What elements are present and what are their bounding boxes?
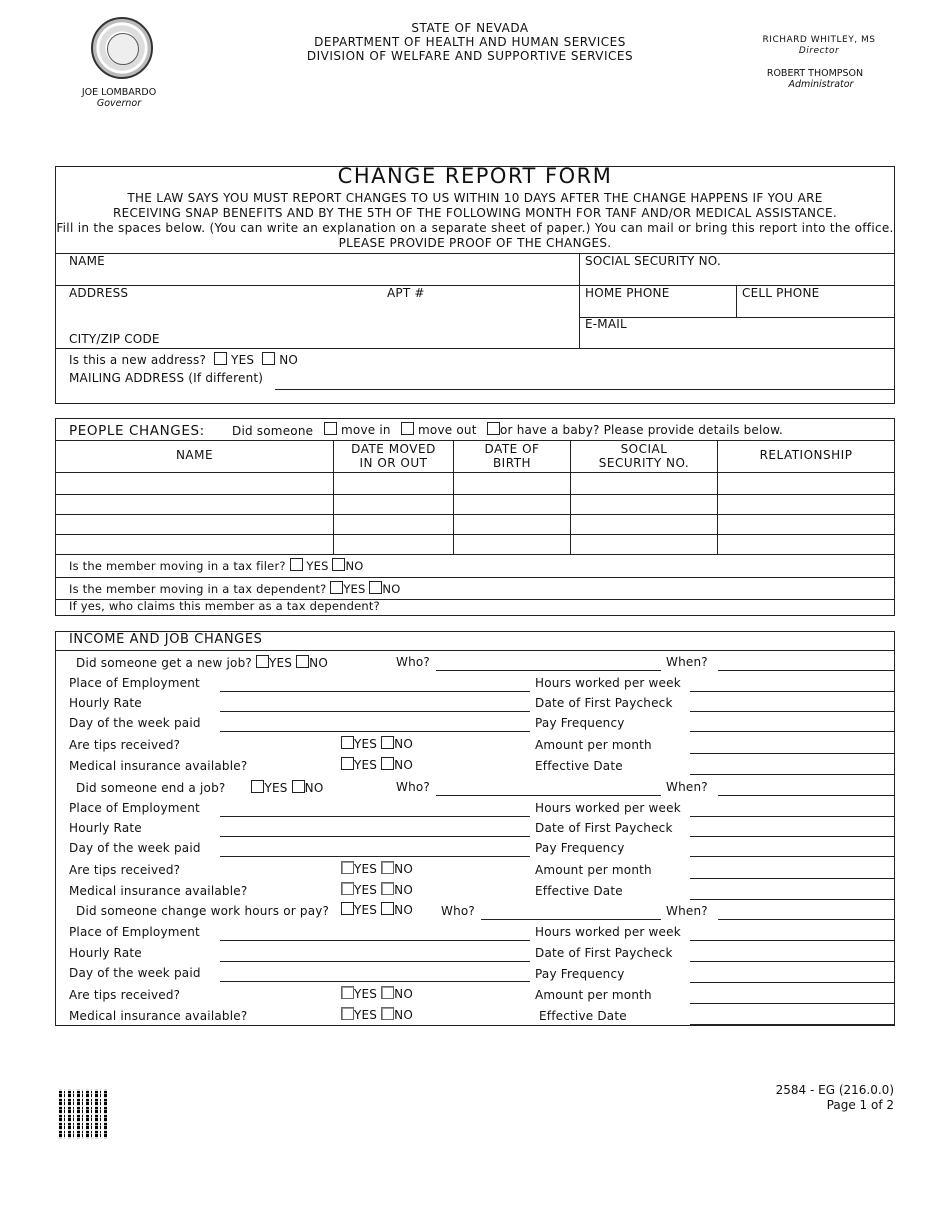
yes-label: YES	[354, 758, 378, 772]
medical-label-1: Medical insurance available?	[69, 759, 248, 773]
tax-dependent-no-checkbox[interactable]	[369, 581, 382, 594]
col-date-moved-header	[334, 442, 453, 470]
col-dob-line2: BIRTH	[492, 456, 532, 470]
ssn-field[interactable]: SOCIAL SECURITY NO.	[585, 254, 721, 268]
effective-line-2[interactable]	[690, 899, 894, 900]
col-dob-header	[454, 442, 570, 470]
tax-filer-label: Is the member moving in a tax filer?	[69, 559, 286, 573]
state-seal	[91, 17, 153, 79]
place-label-1: Place of Employment	[69, 676, 200, 690]
col-relationship-header: RELATIONSHIP	[759, 448, 853, 462]
change-hours-yes-checkbox[interactable]	[341, 902, 354, 915]
col-name-header: NAME	[175, 448, 214, 462]
tax-claims-question: If yes, who claims this member as a tax dependent?	[69, 599, 380, 613]
effective-line-1[interactable]	[690, 774, 894, 775]
division-name: DIVISION OF WELFARE AND SUPPORTIVE SERVICES	[306, 49, 634, 63]
administrator-block	[750, 68, 880, 90]
change-hours-who-label: Who?	[441, 904, 475, 918]
hours-label-2: Hours worked per week	[535, 801, 681, 815]
yes-label: YES	[354, 987, 378, 1001]
baby-checkbox[interactable]	[487, 422, 500, 435]
col-ssn-line2: SECURITY NO.	[598, 456, 690, 470]
end-job-who-label: Who?	[396, 780, 430, 794]
yes-label: YES	[354, 862, 378, 876]
move-out-checkbox[interactable]	[401, 422, 414, 435]
hours-line-1[interactable]	[690, 691, 894, 692]
mailing-address-line[interactable]	[275, 389, 894, 390]
home-phone-field[interactable]: HOME PHONE	[585, 286, 670, 300]
people-heading: PEOPLE CHANGES:	[69, 423, 205, 439]
medical-options-1	[341, 757, 413, 772]
instruction-line-3: Fill in the spaces below. (You can write an explanation on a separate sheet of paper.) You can mail or bring this report into the office.	[56, 221, 894, 235]
did-someone-label: Did someone	[232, 424, 314, 438]
no-label: NO	[382, 582, 401, 596]
medical-label-2: Medical insurance available?	[69, 884, 248, 898]
end-job-yes-checkbox[interactable]	[251, 780, 264, 793]
medical-options-3	[341, 1007, 413, 1022]
administrator-name: ROBERT THOMPSON	[766, 68, 864, 79]
yes-label: YES	[264, 781, 288, 795]
no-label: NO	[394, 1008, 413, 1022]
no-label: NO	[394, 737, 413, 751]
department-name: DEPARTMENT OF HEALTH AND HUMAN SERVICES	[314, 35, 626, 49]
new-job-no-checkbox[interactable]	[296, 655, 309, 668]
tips-yes-checkbox-1[interactable]	[341, 736, 354, 749]
place-line-2[interactable]	[220, 816, 530, 817]
governor-name: JOE LOMBARDO	[81, 87, 157, 98]
new-address-no-checkbox[interactable]	[262, 352, 275, 365]
first-check-label-2: Date of First Paycheck	[535, 821, 673, 835]
mailing-address-label: MAILING ADDRESS (If different)	[69, 371, 264, 385]
frequency-label-1: Pay Frequency	[535, 716, 625, 730]
tips-label-2: Are tips received?	[69, 863, 181, 877]
medical-yes-checkbox-1[interactable]	[341, 757, 354, 770]
director-title: Director	[798, 46, 840, 56]
director-block	[750, 35, 888, 57]
day-paid-label-2: Day of the week paid	[69, 841, 201, 855]
end-job-when-label: When?	[666, 780, 708, 794]
first-check-line-3[interactable]	[690, 961, 894, 962]
change-hours-when-line[interactable]	[718, 919, 894, 920]
form-footer	[700, 1083, 894, 1113]
change-hours-who-line[interactable]	[481, 919, 661, 920]
first-check-label-1: Date of First Paycheck	[535, 696, 673, 710]
no-label: NO	[394, 883, 413, 897]
day-paid-label-3: Day of the week paid	[69, 966, 201, 980]
no-label: NO	[345, 559, 364, 573]
move-in-label: move in	[341, 423, 391, 437]
end-job-who-line[interactable]	[436, 795, 661, 796]
address-field[interactable]: ADDRESS	[69, 286, 129, 300]
change-hours-when-label: When?	[666, 904, 708, 918]
yes-label: YES	[354, 737, 378, 751]
new-job-who-line[interactable]	[436, 670, 661, 671]
no-label: NO	[394, 987, 413, 1001]
new-address-yes-checkbox[interactable]	[214, 352, 227, 365]
form-title: CHANGE REPORT FORM	[337, 164, 613, 188]
medical-yes-checkbox-3[interactable]	[341, 1007, 354, 1020]
hourly-label-2: Hourly Rate	[69, 821, 142, 835]
tips-options-3	[341, 986, 413, 1001]
hourly-line-2[interactable]	[220, 836, 530, 837]
medical-yes-checkbox-2[interactable]	[341, 882, 354, 895]
no-label: NO	[309, 656, 328, 670]
people-table-rows[interactable]	[56, 473, 894, 554]
city-zip-field[interactable]: CITY/ZIP CODE	[69, 332, 160, 346]
hourly-label-1: Hourly Rate	[69, 696, 142, 710]
medical-no-checkbox-1[interactable]	[381, 757, 394, 770]
first-check-line-2[interactable]	[690, 836, 894, 837]
tax-filer-no-checkbox[interactable]	[332, 558, 345, 571]
instruction-line-2: RECEIVING SNAP BENEFITS AND BY THE 5TH OF THE FOLLOWING MONTH FOR TANF AND/OR MEDICAL ASSISTANCE.	[112, 206, 837, 220]
frequency-line-3[interactable]	[690, 982, 894, 983]
day-paid-line-3[interactable]	[220, 981, 530, 982]
move-out-label: move out	[418, 423, 477, 437]
no-label: NO	[279, 353, 299, 367]
barcode	[59, 1089, 109, 1139]
change-hours-no-checkbox[interactable]	[381, 902, 394, 915]
page-number: Page 1 of 2	[826, 1098, 894, 1112]
tax-dependent-yes-checkbox[interactable]	[330, 581, 343, 594]
form-instructions	[56, 191, 894, 251]
amount-line-1[interactable]	[690, 753, 894, 754]
place-label-3: Place of Employment	[69, 925, 200, 939]
baby-option	[487, 422, 783, 437]
tax-dependent-question	[69, 581, 400, 596]
frequency-label-2: Pay Frequency	[535, 841, 625, 855]
new-job-yes-checkbox[interactable]	[256, 655, 269, 668]
apt-field[interactable]: APT #	[387, 286, 425, 300]
governor-title: Governor	[96, 98, 142, 109]
amount-line-3[interactable]	[690, 1003, 894, 1004]
change-hours-question: Did someone change work hours or pay?	[76, 904, 330, 918]
no-label: NO	[394, 862, 413, 876]
hours-line-3[interactable]	[690, 940, 894, 941]
baby-label: or have a baby? Please provide details below.	[500, 423, 784, 437]
place-label-2: Place of Employment	[69, 801, 200, 815]
tips-yes-checkbox-3[interactable]	[341, 986, 354, 999]
col-ssn-line1: SOCIAL	[620, 442, 668, 456]
end-job-label: Did someone end a job?	[76, 781, 226, 795]
governor-block	[64, 87, 174, 109]
new-address-label: Is this a new address?	[69, 353, 207, 367]
frequency-line-2[interactable]	[690, 856, 894, 857]
hours-label-1: Hours worked per week	[535, 676, 681, 690]
hourly-line-3[interactable]	[220, 961, 530, 962]
tips-label-3: Are tips received?	[69, 988, 181, 1002]
move-out-option	[401, 422, 477, 437]
form-id: 2584 - EG (216.0.0)	[775, 1083, 894, 1097]
tips-yes-checkbox-2[interactable]	[341, 861, 354, 874]
place-line-1[interactable]	[220, 691, 530, 692]
instruction-line-4: PLEASE PROVIDE PROOF OF THE CHANGES.	[338, 236, 612, 250]
tax-filer-question	[69, 558, 364, 573]
col-ssn-header	[571, 442, 717, 470]
place-line-3[interactable]	[220, 940, 530, 941]
yes-label: YES	[231, 353, 255, 367]
medical-no-checkbox-2[interactable]	[381, 882, 394, 895]
tips-no-checkbox-1[interactable]	[381, 736, 394, 749]
amount-label-2: Amount per month	[535, 863, 652, 877]
new-job-when-label: When?	[666, 655, 708, 669]
hours-line-2[interactable]	[690, 816, 894, 817]
hourly-line-1[interactable]	[220, 711, 530, 712]
new-job-when-line[interactable]	[718, 670, 894, 671]
email-field[interactable]: E-MAIL	[585, 317, 627, 331]
hourly-label-3: Hourly Rate	[69, 946, 142, 960]
tips-options-1	[341, 736, 413, 751]
yes-label: YES	[354, 1008, 378, 1022]
change-hours-options	[341, 902, 413, 917]
effective-label-1: Effective Date	[535, 759, 623, 773]
tips-no-checkbox-2[interactable]	[381, 861, 394, 874]
no-label: NO	[394, 903, 413, 917]
no-label: NO	[304, 781, 324, 795]
first-check-line-1[interactable]	[690, 711, 894, 712]
tax-filer-yes-checkbox[interactable]	[290, 558, 303, 571]
yes-label: YES	[354, 883, 378, 897]
tips-options-2	[341, 861, 413, 876]
yes-label: YES	[354, 903, 378, 917]
col-date-moved-line2: IN OR OUT	[359, 456, 428, 470]
end-job-no-checkbox[interactable]	[292, 780, 305, 793]
medical-options-2	[341, 882, 413, 897]
tips-no-checkbox-3[interactable]	[381, 986, 394, 999]
state-name: STATE OF NEVADA	[411, 21, 529, 35]
amount-label-1: Amount per month	[535, 738, 652, 752]
day-paid-line-1[interactable]	[220, 731, 530, 732]
medical-label-3: Medical insurance available?	[69, 1009, 248, 1023]
instruction-line-1: THE LAW SAYS YOU MUST REPORT CHANGES TO US WITHIN 10 DAYS AFTER THE CHANGE HAPPENS IF YOU ARE	[127, 191, 823, 205]
cell-phone-field[interactable]: CELL PHONE	[742, 286, 820, 300]
frequency-label-3: Pay Frequency	[535, 967, 625, 981]
hours-label-3: Hours worked per week	[535, 925, 681, 939]
director-name: RICHARD WHITLEY, MS	[762, 35, 876, 45]
day-paid-line-2[interactable]	[220, 856, 530, 857]
col-date-moved-line1: DATE MOVED	[351, 442, 436, 456]
amount-label-3: Amount per month	[535, 988, 652, 1002]
first-check-label-3: Date of First Paycheck	[535, 946, 673, 960]
yes-label: YES	[306, 559, 329, 573]
move-in-checkbox[interactable]	[324, 422, 337, 435]
administrator-title: Administrator	[788, 79, 854, 90]
yes-label: YES	[343, 582, 366, 596]
effective-label-2: Effective Date	[535, 884, 623, 898]
day-paid-label-1: Day of the week paid	[69, 716, 201, 730]
frequency-line-1[interactable]	[690, 731, 894, 732]
name-field[interactable]: NAME	[69, 254, 105, 268]
new-address-question	[69, 352, 298, 367]
agency-heading	[260, 21, 680, 63]
effective-label-3: Effective Date	[539, 1009, 627, 1023]
col-dob-line1: DATE OF	[484, 442, 540, 456]
amount-line-2[interactable]	[690, 878, 894, 879]
end-job-question	[76, 780, 323, 795]
effective-line-3[interactable]	[690, 1024, 894, 1025]
income-heading: INCOME AND JOB CHANGES	[69, 632, 263, 647]
new-job-question	[76, 655, 328, 670]
new-job-label: Did someone get a new job?	[76, 656, 252, 670]
new-job-who-label: Who?	[396, 655, 430, 669]
end-job-when-line[interactable]	[718, 795, 894, 796]
medical-no-checkbox-3[interactable]	[381, 1007, 394, 1020]
move-in-option	[324, 422, 391, 437]
tax-dependent-label: Is the member moving in a tax dependent?	[69, 582, 327, 596]
no-label: NO	[394, 758, 413, 772]
tips-label-1: Are tips received?	[69, 738, 181, 752]
yes-label: YES	[269, 656, 293, 670]
